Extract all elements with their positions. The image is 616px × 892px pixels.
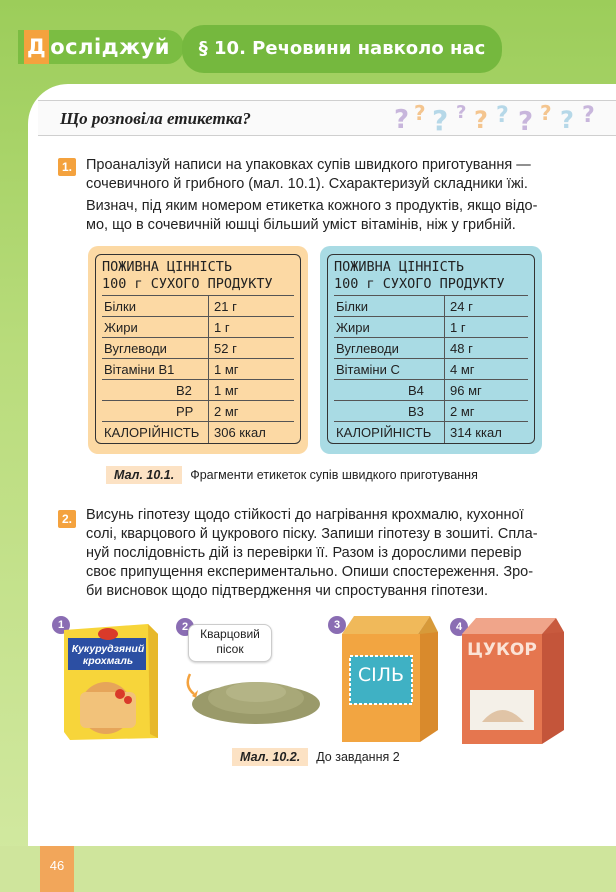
right-row-4-value: 96 мг xyxy=(450,383,482,398)
starch-label-line1: Кукурудзяний xyxy=(71,643,145,655)
left-row-6-name: КАЛОРІЙНІСТЬ xyxy=(104,425,200,440)
right-heading1: ПОЖИВНА ЦІННІСТЬ xyxy=(334,259,465,275)
nutrition-label-left-frame xyxy=(95,254,301,444)
svg-text:?: ? xyxy=(540,101,552,125)
right-row-5-name: В3 xyxy=(408,404,424,419)
task2-line1: Висунь гіпотезу щодо стійкості до нагрівання крохмалю, кухонної xyxy=(86,507,524,523)
right-row-0-name: Білки xyxy=(336,299,368,314)
task2-line4: своє припущення експериментально. Опиши спостереження. Зро- xyxy=(86,564,534,580)
nutrition-label-right xyxy=(320,246,542,454)
item-badge-1: 1 xyxy=(52,616,70,634)
left-row-1-value: 1 г xyxy=(214,320,230,335)
section-tag xyxy=(18,30,184,64)
section-tag-initial: Д xyxy=(24,30,49,64)
left-heading2: 100 г СУХОГО ПРОДУКТУ xyxy=(102,276,273,292)
page-title: § 10. Речовини навколо нас xyxy=(182,25,502,73)
task2-line2: солі, кварцового й цукрового піску. Запиши гіпотезу в зошиті. Спла- xyxy=(86,526,538,542)
left-row-3 xyxy=(102,358,294,380)
right-row-1-name: Жири xyxy=(336,320,370,335)
left-row-4-value: 1 мг xyxy=(214,383,239,398)
caption2-tag: Мал. 10.2. xyxy=(232,748,308,766)
figure-caption-1 xyxy=(106,466,478,484)
starch-label-line2: крохмаль xyxy=(82,655,134,667)
left-row-6-value: 306 ккал xyxy=(214,425,266,440)
left-row-3-value: 1 мг xyxy=(214,362,239,377)
svg-text:?: ? xyxy=(456,102,467,123)
caption1-tag: Мал. 10.1. xyxy=(106,466,182,484)
task-number-2: 2. xyxy=(58,510,76,528)
svg-text:?: ? xyxy=(560,106,574,134)
task2-line3: нуй послідовність дій із перевірки її. Разом із дорослими перевір xyxy=(86,545,522,561)
caption2-text: До завдання 2 xyxy=(316,750,400,764)
left-heading1: ПОЖИВНА ЦІННІСТЬ xyxy=(102,259,233,275)
right-row-6-value: 314 ккал xyxy=(450,425,502,440)
figure-caption-2 xyxy=(232,748,400,766)
left-row-1 xyxy=(102,316,294,338)
quartz-label-line1: Кварцовий xyxy=(200,627,260,641)
left-row-5-value: 2 мг xyxy=(214,404,239,419)
left-row-0-name: Білки xyxy=(104,299,136,314)
right-row-6 xyxy=(334,421,528,443)
nutrition-label-left xyxy=(88,246,308,454)
left-row-6 xyxy=(102,421,294,443)
left-row-5 xyxy=(102,400,294,422)
right-row-2 xyxy=(334,337,528,359)
item-badge-3: 3 xyxy=(328,616,346,634)
left-row-0-value: 21 г xyxy=(214,299,237,314)
svg-text:?: ? xyxy=(496,103,509,128)
right-row-4 xyxy=(334,379,528,401)
right-row-5 xyxy=(334,400,528,422)
right-row-0-value: 24 г xyxy=(450,299,473,314)
left-row-4 xyxy=(102,379,294,401)
svg-text:?: ? xyxy=(582,103,595,128)
right-row-6-name: КАЛОРІЙНІСТЬ xyxy=(336,425,432,440)
svg-text:?: ? xyxy=(414,101,426,125)
bottom-strip xyxy=(0,846,616,892)
left-row-2-value: 52 г xyxy=(214,341,237,356)
quartz-label xyxy=(188,624,272,662)
svg-text:?: ? xyxy=(394,105,410,135)
svg-text:?: ? xyxy=(432,104,449,136)
task1-text xyxy=(86,156,568,235)
page-number: 46 xyxy=(49,858,65,873)
sugar-label: ЦУКОР xyxy=(467,640,537,660)
svg-text:?: ? xyxy=(518,107,534,136)
right-row-1-value: 1 г xyxy=(450,320,466,335)
task1-line1: Проаналізуй написи на упаковках супів швидкого приготування — xyxy=(86,157,531,173)
right-row-0 xyxy=(334,295,528,317)
task1-line2: сочевичного й грибного (мал. 10.1). Схарактеризуй складники їжі. xyxy=(86,176,528,192)
starch-box-image xyxy=(60,620,160,742)
subheading: Що розповіла етикетка? xyxy=(60,109,251,128)
task1-line4: мо, що в сочевичній юшці більший уміст вітамінів, ніж у грибній. xyxy=(86,217,516,233)
quartz-label-line2: пісок xyxy=(216,642,244,656)
right-row-3 xyxy=(334,358,528,380)
left-row-0 xyxy=(102,295,294,317)
left-row-2-name: Вуглеводи xyxy=(104,341,167,356)
starch-label xyxy=(68,643,148,667)
task2-text xyxy=(86,506,568,601)
right-row-5-value: 2 мг xyxy=(450,404,475,419)
svg-text:?: ? xyxy=(474,106,488,134)
item-badge-4: 4 xyxy=(450,618,468,636)
right-row-3-name: Вітаміни С xyxy=(336,362,400,377)
right-row-4-name: В4 xyxy=(408,383,424,398)
right-row-1 xyxy=(334,316,528,338)
salt-label: СІЛЬ xyxy=(357,664,405,686)
right-heading2: 100 г СУХОГО ПРОДУКТУ xyxy=(334,276,505,292)
question-marks-decoration xyxy=(394,96,616,136)
right-row-2-name: Вуглеводи xyxy=(336,341,399,356)
sugar-box-image xyxy=(456,614,568,746)
right-row-3-value: 4 мг xyxy=(450,362,475,377)
task1-line3: Визнач, під яким номером етикетка кожного з продуктів, якщо відо- xyxy=(86,198,538,214)
task2-line5: би висновок щодо підтвердження чи спростування гіпотези. xyxy=(86,583,489,599)
caption1-text: Фрагменти етикеток супів швидкого приготування xyxy=(190,468,478,482)
left-row-5-name: РР xyxy=(176,404,194,419)
task-number-1: 1. xyxy=(58,158,76,176)
left-row-3-name: Вітаміни В1 xyxy=(104,362,175,377)
left-row-1-name: Жири xyxy=(104,320,138,335)
right-row-2-value: 48 г xyxy=(450,341,473,356)
left-row-4-name: В2 xyxy=(176,383,192,398)
quartz-sand-image xyxy=(180,660,320,732)
left-row-2 xyxy=(102,337,294,359)
nutrition-label-right-frame xyxy=(327,254,535,444)
item-badge-2: 2 xyxy=(176,618,194,636)
section-tag-rest: осліджуй xyxy=(50,35,170,59)
